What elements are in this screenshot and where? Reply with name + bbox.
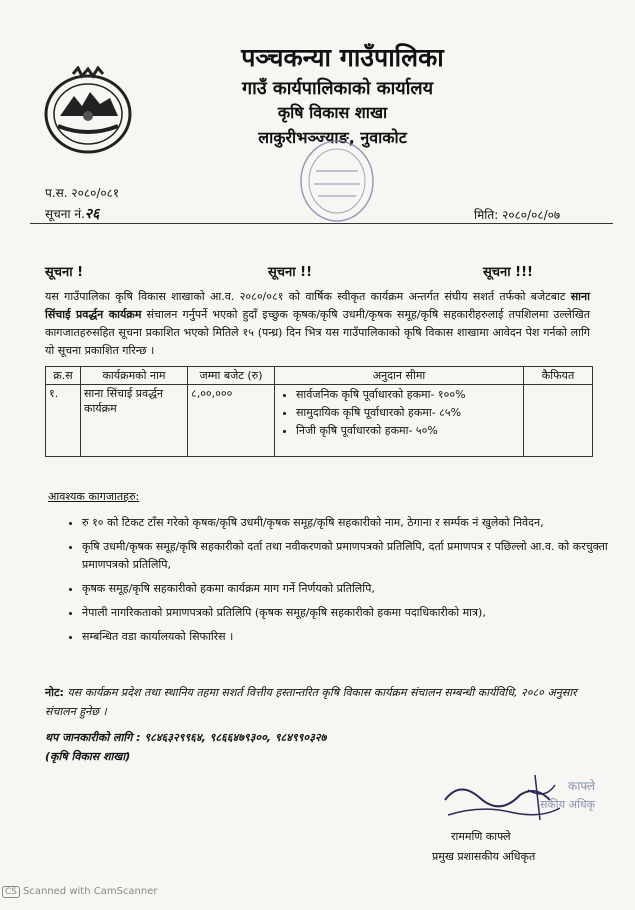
note-paragraph	[45, 683, 590, 721]
cell-budget: ८,००,०००	[188, 385, 275, 457]
signatory-name: राममणि काफ्ले	[451, 830, 511, 843]
intro-paragraph	[45, 288, 590, 360]
notice-heading-1: सूचना !	[45, 265, 84, 280]
requirements-title: आवश्यक कागजातहरु:	[48, 490, 140, 503]
cell-grant-limits	[275, 385, 524, 457]
col-sn: क्र.स	[46, 367, 81, 385]
header-divider	[30, 223, 613, 224]
col-grant-limit: अनुदान सीमा	[275, 367, 524, 385]
cell-program-name: साना सिंचाई प्रवर्द्धन कार्यक्रम	[81, 385, 188, 457]
scanner-logo-icon: CS	[2, 886, 20, 898]
intro-text-2: संचालन गर्नुपर्ने भएको हुदाँ इच्छुक कृषक/कृषि उधमी/कृषक समूह/कृषि सहकारीहरुलाई तपशिलमा उल्लेखित कागजातहरुसहित सूचना प्रकाशित भएको मितिले १५ (पन्ध्र) दिन भित्र यस गाउँपालिकाको कृषि विकास शाखामा आवेदन पेश गर्नको लागि यो सूचना प्रकाशित गरिन्छ ।	[45, 308, 590, 357]
notice-heading-3: सूचना !!!	[483, 265, 533, 280]
scanner-watermark	[2, 886, 158, 898]
svg-text:काफ्ले: काफ्ले	[568, 779, 596, 793]
notice-number	[45, 204, 99, 223]
cell-remarks	[524, 385, 593, 457]
requirement-item: • कृषक समूह/कृषि सहकारीको हकमा कार्यक्रम माग गर्ने निर्णयको प्रतिलिपि,	[82, 580, 622, 598]
table-header-row	[46, 367, 593, 385]
requirement-item: • कृषि उधमी/कृषक समूह/कृषि सहकारीको दर्ता तथा नवीकरणको प्रमाणपत्रको प्रतिलिपि, दर्ता प्रमाणपत्र र पछिल्लो आ.व. को करचुक्ता प्रमाणपत्रको प्रतिलिपि,	[82, 538, 622, 574]
contact-numbers: थप जानकारीको लागि : ९८४६३२९९६४, ९८६६४७९३००, ९८४९९०३२७	[45, 731, 327, 744]
notice-date: मिति: २०८०/०८/०७	[474, 208, 561, 222]
svg-text:सकीय अधिकृ: सकीय अधिकृ	[540, 798, 596, 811]
scanner-text: Scanned with CamScanner	[23, 886, 158, 897]
grant-limit-item: • निजी कृषि पूर्वाधारको हकमा- ५०%	[296, 422, 520, 440]
office-name: गाउँ कार्यपालिकाको कार्यालय	[241, 78, 434, 99]
signatory-title: प्रमुख प्रशासकीय अधिकृत	[432, 850, 536, 863]
office-address: लाकुरीभञ्ज्याङ, नुवाकोट	[258, 128, 407, 147]
requirement-item: • रु १० को टिकट टाँस गरेको कृषक/कृषि उधमी/कृषक समूह/कृषि सहकारीको नाम, ठेगाना र सर्म्पक नं खुलेको निवेदन,	[82, 514, 622, 532]
note-text: यस कार्यक्रम प्रदेश तथा स्थानिय तहमा सशर्त वित्तीय हस्तान्तरित कृषि विकास कार्यक्रम संचालन सम्बन्धी कार्यविधि, २०८० अनुसार संचालन हुनेछ ।	[45, 686, 577, 718]
col-budget: जम्मा बजेट (रु)	[188, 367, 275, 385]
col-remarks: कैफियत	[524, 367, 593, 385]
notice-number-label: सूचना नं.	[45, 207, 85, 221]
program-table	[45, 366, 593, 457]
cell-sn: १.	[46, 385, 81, 457]
notice-heading-2: सूचना !!	[268, 265, 313, 280]
grant-limit-item: • सामुदायिक कृषि पूर्वाधारको हकमा- ८५%	[296, 404, 520, 422]
program-name-bold: साना सिंचाई प्रवर्द्धन कार्यक्रम	[45, 290, 590, 321]
reference-number: प.स. २०८०/०८१	[45, 186, 120, 200]
grant-limit-item: • सार्वजनिक कृषि पूर्वाधारको हकमा- १००%	[296, 386, 520, 404]
note-label: नोट:	[45, 686, 64, 699]
requirements-list	[62, 514, 622, 652]
contact-branch: (कृषि विकास शाखा)	[45, 750, 131, 763]
requirement-item: • सम्बन्धित वडा कार्यालयको सिफारिस ।	[82, 628, 622, 646]
intro-text-1: यस गाउँपालिका कृषि विकास शाखाको आ.व. २०८०/०८१ को वार्षिक स्वीकृत कार्यक्रम अन्तर्गत संघीय सशर्त तर्फको बजेटबाट	[45, 290, 571, 303]
municipality-name: पञ्चकन्या गाउँपालिका	[241, 43, 444, 72]
col-program-name: कार्यक्रमको नाम	[81, 367, 188, 385]
requirement-item: • नेपाली नागरिकताको प्रमाणपत्रको प्रतिलिपि (कृषक समूह/कृषि सहकारीको हकमा पदाधिकारीको मात्र),	[82, 604, 622, 622]
notice-number-value: २६	[84, 206, 100, 222]
branch-name: कृषि विकास शाखा	[277, 103, 388, 122]
official-stamp-icon	[296, 136, 378, 226]
table-row	[46, 385, 593, 457]
